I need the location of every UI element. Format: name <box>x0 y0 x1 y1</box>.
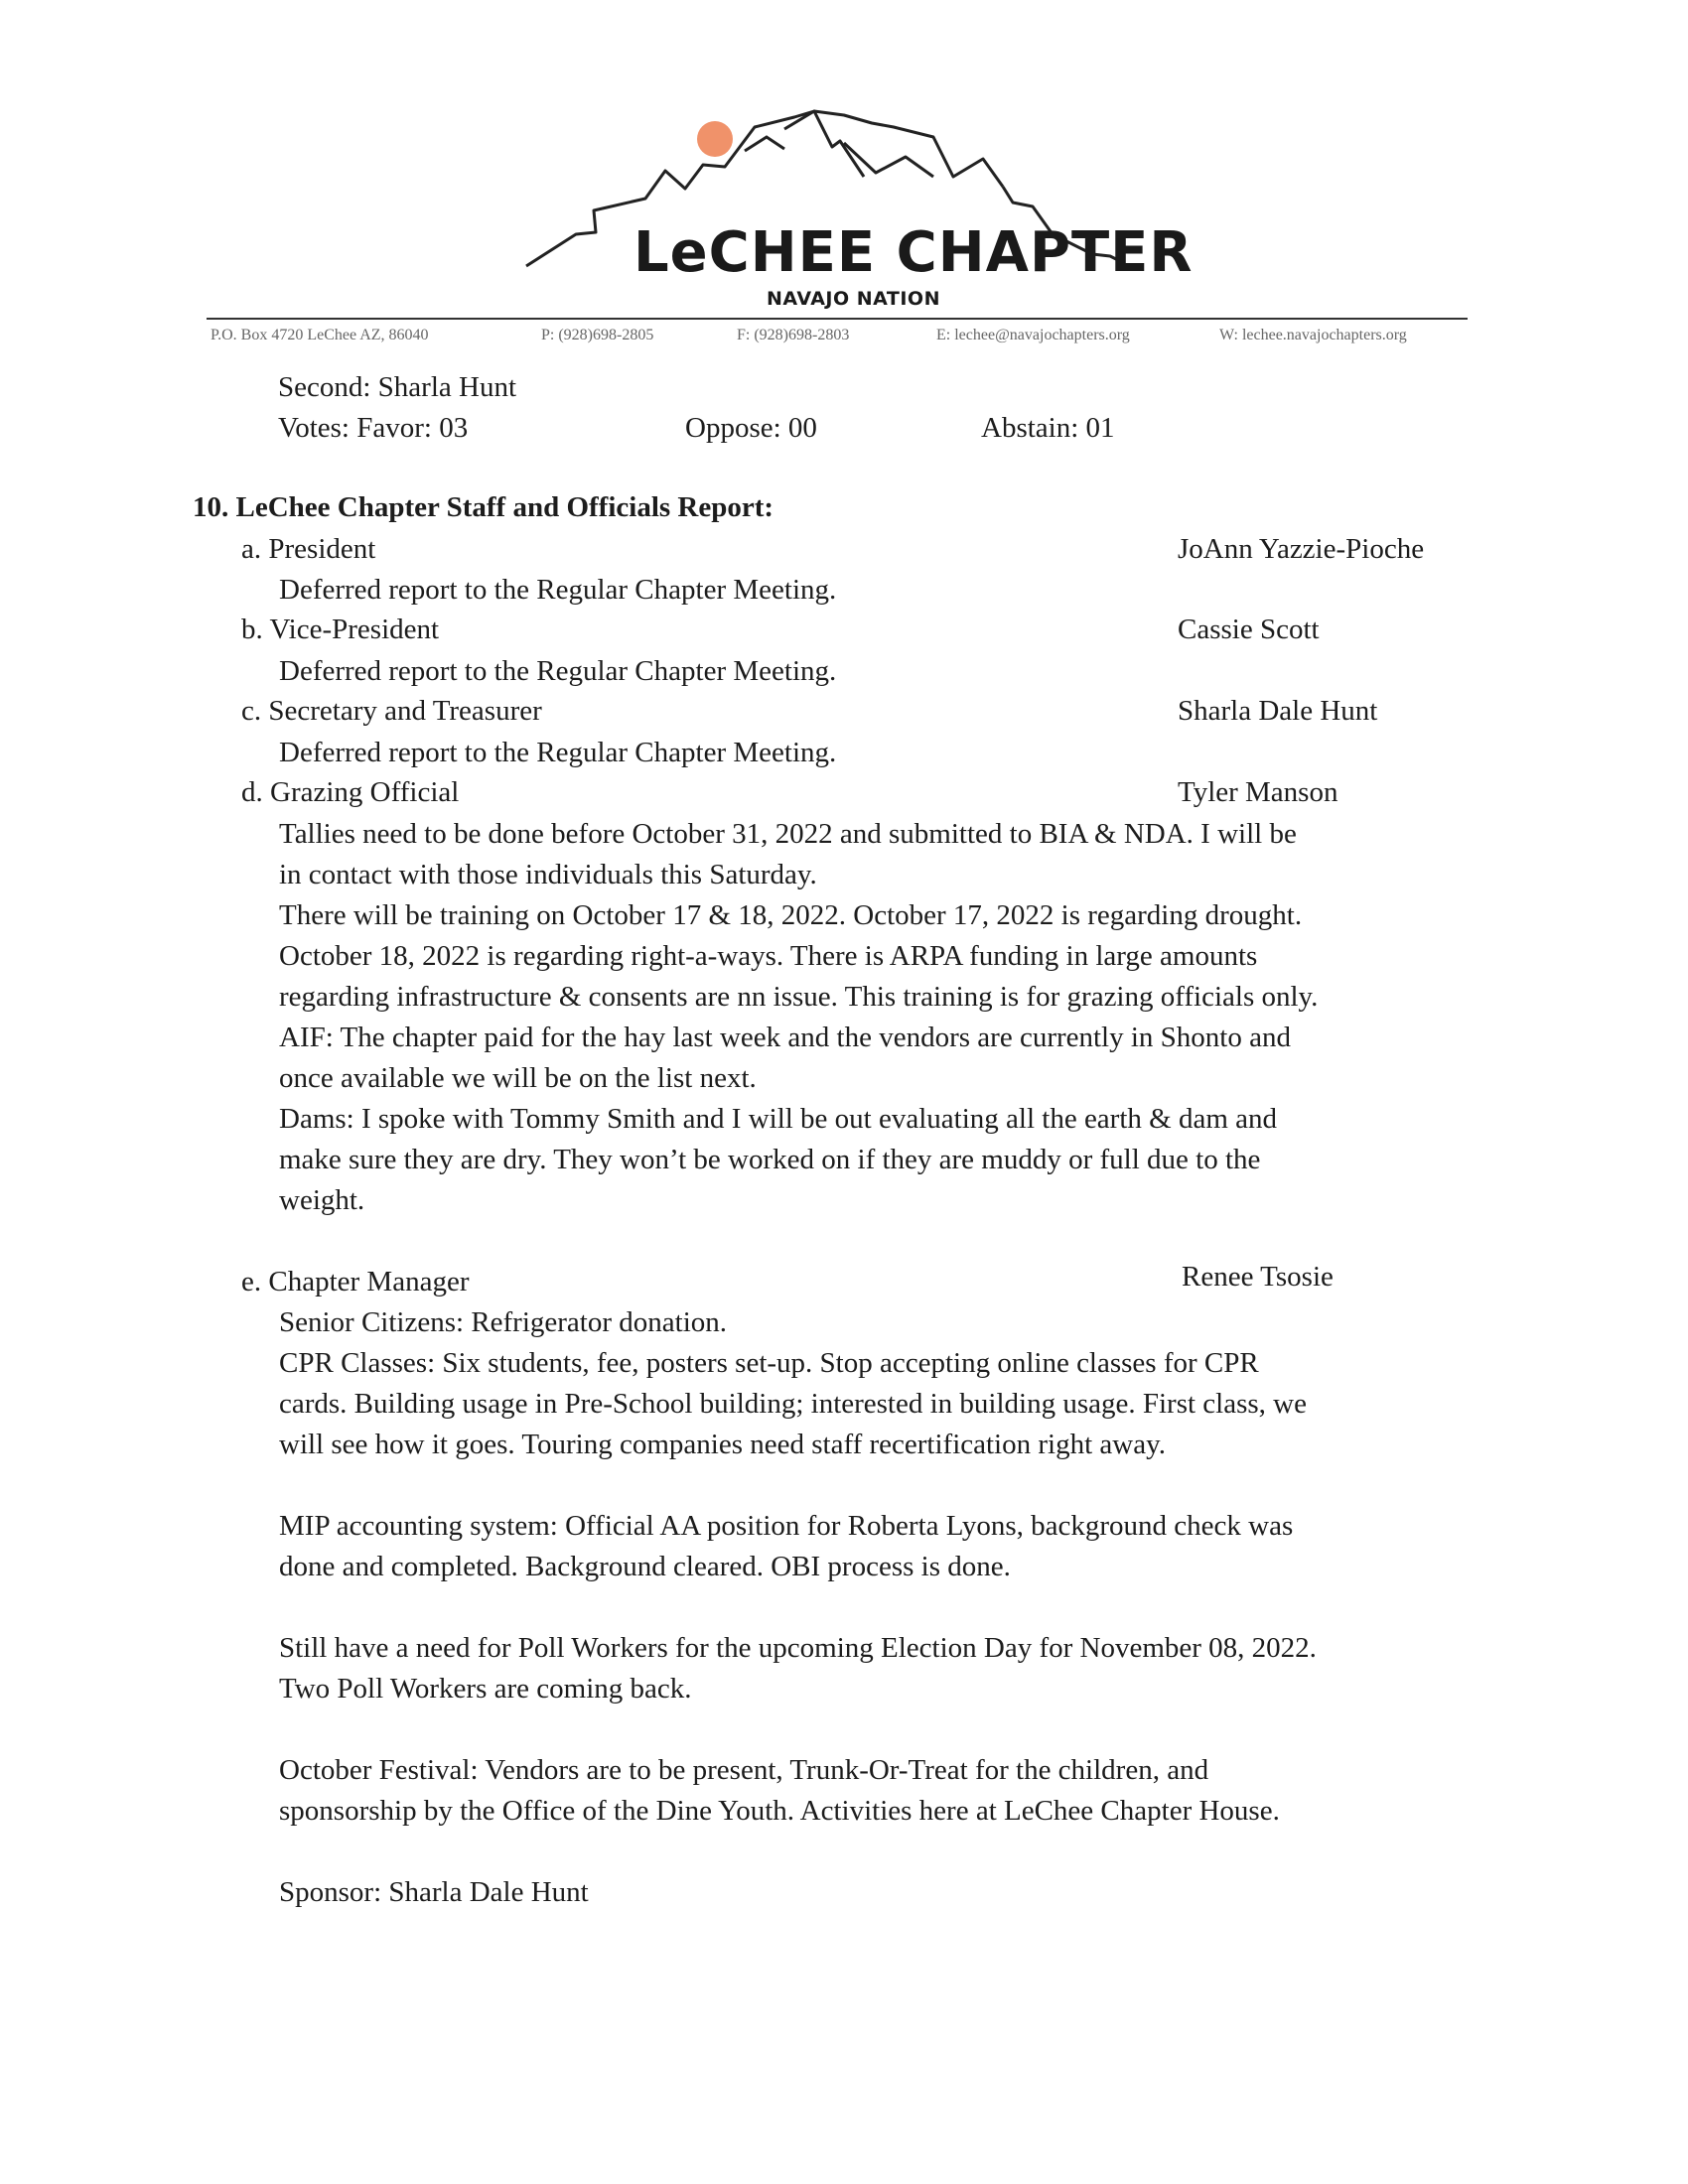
sun-icon <box>697 121 733 157</box>
grazing-name: Tyler Manson <box>1178 776 1338 808</box>
manager-senior-citizens: Senior Citizens: Refrigerator donation. <box>279 1306 728 1338</box>
manager-poll-line: Still have a need for Poll Workers for the upcoming Election Day for November 08, 2022. <box>279 1632 1317 1664</box>
grazing-line: weight. <box>279 1184 365 1216</box>
grazing-line: make sure they are dry. They won’t be worked on if they are muddy or full due to the <box>279 1144 1261 1175</box>
contact-fax: F: (928)698-2803 <box>737 327 850 343</box>
vice-president-name: Cassie Scott <box>1178 614 1320 645</box>
secretary-note: Deferred report to the Regular Chapter Meeting. <box>279 737 837 768</box>
vice-president-label: b. Vice-President <box>241 614 440 645</box>
secretary-label: c. Secretary and Treasurer <box>241 695 542 727</box>
votes-oppose: Oppose: 00 <box>685 412 817 444</box>
manager-poll-line: Two Poll Workers are coming back. <box>279 1673 692 1705</box>
grazing-line: once available we will be on the list next. <box>279 1062 757 1094</box>
manager-cpr-line: CPR Classes: Six students, fee, posters set-up. Stop accepting online classes for CPR <box>279 1347 1259 1379</box>
president-label: a. President <box>241 533 376 565</box>
manager-cpr-line: will see how it goes. Touring companies need staff recertification right away. <box>279 1429 1166 1460</box>
president-note: Deferred report to the Regular Chapter Meeting. <box>279 574 837 606</box>
grazing-line: regarding infrastructure & consents are nn issue. This training is for grazing officials only. <box>279 981 1319 1013</box>
grazing-line: AIF: The chapter paid for the hay last week and the vendors are currently in Shonto and <box>279 1022 1291 1053</box>
second-line: Second: Sharla Hunt <box>278 371 517 403</box>
letterhead-subtitle: NAVAJO NATION <box>767 288 940 310</box>
letterhead-divider <box>207 318 1468 320</box>
grazing-label: d. Grazing Official <box>241 776 460 808</box>
manager-name: Renee Tsosie <box>1182 1261 1334 1293</box>
manager-label: e. Chapter Manager <box>241 1266 470 1297</box>
grazing-line: in contact with those individuals this Saturday. <box>279 859 817 890</box>
grazing-line: Tallies need to be done before October 31, 2022 and submitted to BIA & NDA. I will be <box>279 818 1297 850</box>
votes-favor: Votes: Favor: 03 <box>278 412 469 444</box>
contact-po-box: P.O. Box 4720 LeChee AZ, 86040 <box>211 327 429 343</box>
manager-cpr-line: cards. Building usage in Pre-School building; interested in building usage. First class, we <box>279 1388 1307 1420</box>
vice-president-note: Deferred report to the Regular Chapter Meeting. <box>279 655 837 687</box>
contact-website: W: lechee.navajochapters.org <box>1219 327 1407 343</box>
manager-festival-line: sponsorship by the Office of the Dine Youth. Activities here at LeChee Chapter House. <box>279 1795 1280 1827</box>
secretary-name: Sharla Dale Hunt <box>1178 695 1378 727</box>
manager-sponsor: Sponsor: Sharla Dale Hunt <box>279 1876 589 1908</box>
votes-abstain: Abstain: 01 <box>981 412 1115 444</box>
contact-email: E: lechee@navajochapters.org <box>936 327 1130 343</box>
manager-mip-line: done and completed. Background cleared. OBI process is done. <box>279 1551 1011 1582</box>
president-name: JoAnn Yazzie-Pioche <box>1178 533 1425 565</box>
grazing-line: There will be training on October 17 & 18, 2022. October 17, 2022 is regarding drought. <box>279 899 1303 931</box>
manager-mip-line: MIP accounting system: Official AA position for Roberta Lyons, background check was <box>279 1510 1294 1542</box>
grazing-line: Dams: I spoke with Tommy Smith and I will be out evaluating all the earth & dam and <box>279 1103 1278 1135</box>
letterhead-title: LeCHEE CHAPTER <box>633 220 1194 285</box>
manager-festival-line: October Festival: Vendors are to be present, Trunk-Or-Treat for the children, and <box>279 1754 1209 1786</box>
section-heading: 10. LeChee Chapter Staff and Officials Report: <box>193 491 774 523</box>
contact-phone: P: (928)698-2805 <box>541 327 654 343</box>
grazing-line: October 18, 2022 is regarding right-a-ways. There is ARPA funding in large amounts <box>279 940 1258 972</box>
